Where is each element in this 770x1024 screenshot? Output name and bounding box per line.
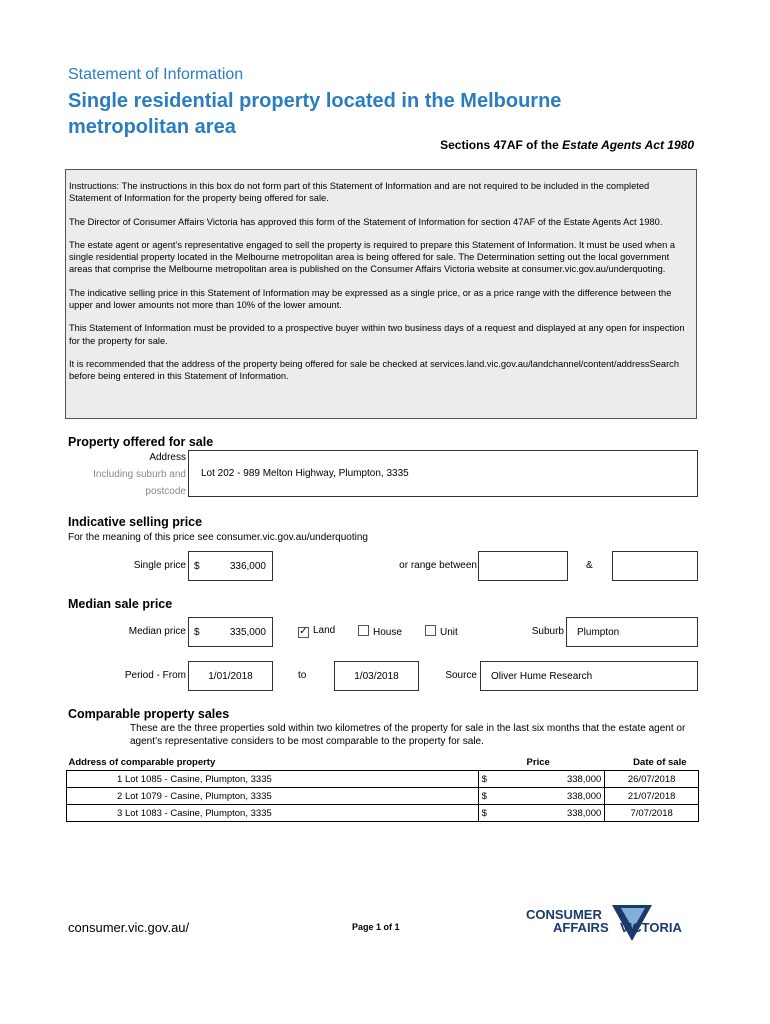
range-label: or range between <box>399 560 477 571</box>
unit-checkbox[interactable]: Unit <box>425 625 458 638</box>
indicative-meaning: For the meaning of this price see consumer.vic.gov.au/underquoting <box>68 532 368 543</box>
column-header-price: Price <box>478 757 605 771</box>
column-header-date: Date of sale <box>605 757 699 771</box>
single-price-field[interactable] <box>188 551 273 581</box>
comparable-date: 21/07/2018 <box>605 788 699 805</box>
comparable-date: 7/07/2018 <box>605 805 699 822</box>
logo-text-consumer: CONSUMER <box>526 907 602 922</box>
period-from-field[interactable]: 1/01/2018 <box>188 661 273 691</box>
logo-text-affairs: AFFAIRS <box>553 920 609 935</box>
house-checkbox[interactable]: House <box>358 625 402 638</box>
single-price-value: 336,000 <box>229 561 266 572</box>
table-row <box>67 788 699 805</box>
checkbox-empty-icon <box>358 625 369 636</box>
indicative-section-title: Indicative selling price <box>68 515 203 529</box>
comparable-address: 3 Lot 1083 - Casine, Plumpton, 3335 <box>67 805 479 822</box>
act-name: Estate Agents Act 1980 <box>562 138 694 152</box>
currency-symbol: $ <box>194 561 200 572</box>
range-ampersand: & <box>586 560 593 571</box>
comparable-date: 26/07/2018 <box>605 771 699 788</box>
footer-url: consumer.vic.gov.au/ <box>68 920 190 935</box>
act-reference: Sections 47AF of the Estate Agents Act 1980 <box>440 138 694 152</box>
suburb-field[interactable]: Plumpton <box>566 617 698 647</box>
consumer-affairs-victoria-logo <box>524 905 694 950</box>
range-low-field[interactable] <box>478 551 568 581</box>
comparable-sales-table <box>66 757 699 822</box>
table-header-row <box>67 757 699 771</box>
land-checkbox[interactable]: ✓ Land <box>299 625 336 637</box>
median-price-value: 335,000 <box>229 627 266 638</box>
comparable-price: 338,000 <box>499 771 605 788</box>
comparable-address: 1 Lot 1085 - Casine, Plumpton, 3335 <box>67 771 479 788</box>
property-section-title: Property offered for sale <box>68 435 214 449</box>
address-hint: postcode <box>145 486 186 497</box>
instruction-paragraph: The indicative selling price in this Statement of Information may be expressed as a single price, or as a price range with the difference between the upper and lower amounts not more than 10% of the lower amount. <box>69 287 672 311</box>
median-section-title: Median sale price <box>68 597 173 611</box>
comparable-description: These are the three properties sold within two kilometres of the property for sale in the last six months that the estate agent or agent’s representative considers to be most comparable to the property for sale. <box>130 723 686 747</box>
instruction-paragraph: The Director of Consumer Affairs Victoria has approved this form of the Statement of Information for section 47AF of the Estate Agents Act 1980. <box>69 216 663 227</box>
period-from-label: Period - From <box>124 670 186 681</box>
table-row <box>67 771 699 788</box>
address-hint: Including suburb and <box>93 469 186 480</box>
instruction-paragraph: The estate agent or agent’s representative engaged to sell the property is required to prepare this Statement of Information. It must be used when a single residential property located in the Melbourne metropolitan area is being offered for sale. The Determination setting out the local government areas that comprise the Melbourne metropolitan area is published on the Consumer Affairs Victoria website at consumer.vic.gov.au/underquoting. <box>69 239 676 275</box>
instruction-paragraph: Instructions: The instructions in this box do not form part of this Statement of Information and are not required to be included in the completed Statement of Information for the property being offered for sale. <box>69 181 650 204</box>
instruction-paragraph: It is recommended that the address of the property being offered for sale be checked at services.land.vic.gov.au/landchannel/content/addressSearch before being entered in this Statement of Information. <box>69 358 679 382</box>
table-row <box>67 805 699 822</box>
comparable-address: 2 Lot 1079 - Casine, Plumpton, 3335 <box>67 788 479 805</box>
period-to-label: to <box>298 670 307 681</box>
property-address-field[interactable]: Lot 202 - 989 Melton Highway, Plumpton, 3335 <box>188 450 698 497</box>
checkbox-checked-icon: ✓ <box>299 626 308 637</box>
instruction-paragraph: This Statement of Information must be provided to a prospective buyer within two business days of a request and displayed at any open for inspection for the property for sale. <box>69 323 685 346</box>
column-header-address: Address of comparable property <box>67 757 479 771</box>
comparable-price: 338,000 <box>499 788 605 805</box>
suburb-label: Suburb <box>531 626 564 637</box>
page-number: Page 1 of 1 <box>352 922 400 932</box>
checkbox-empty-icon <box>425 625 436 636</box>
median-price-field[interactable] <box>188 617 273 647</box>
currency-symbol: $ <box>478 788 498 805</box>
median-price-label: Median price <box>128 626 186 637</box>
currency-symbol: $ <box>194 627 200 638</box>
source-field[interactable]: Oliver Hume Research <box>480 661 698 691</box>
source-label: Source <box>445 670 477 681</box>
document-title: Single residential property located in the Melbourne metropolitan area <box>68 90 562 138</box>
logo-text-victoria: VICTORIA <box>620 920 682 935</box>
currency-symbol: $ <box>478 805 498 822</box>
range-high-field[interactable] <box>612 551 698 581</box>
instructions-box <box>65 169 697 419</box>
logo-graphic <box>524 905 694 945</box>
document-subtitle: Statement of Information <box>68 66 244 83</box>
currency-symbol: $ <box>478 771 498 788</box>
single-price-label: Single price <box>133 560 186 571</box>
comparable-price: 338,000 <box>499 805 605 822</box>
comparable-section-title: Comparable property sales <box>68 707 230 721</box>
period-to-field[interactable]: 1/03/2018 <box>334 661 419 691</box>
address-label: Address <box>149 452 186 463</box>
